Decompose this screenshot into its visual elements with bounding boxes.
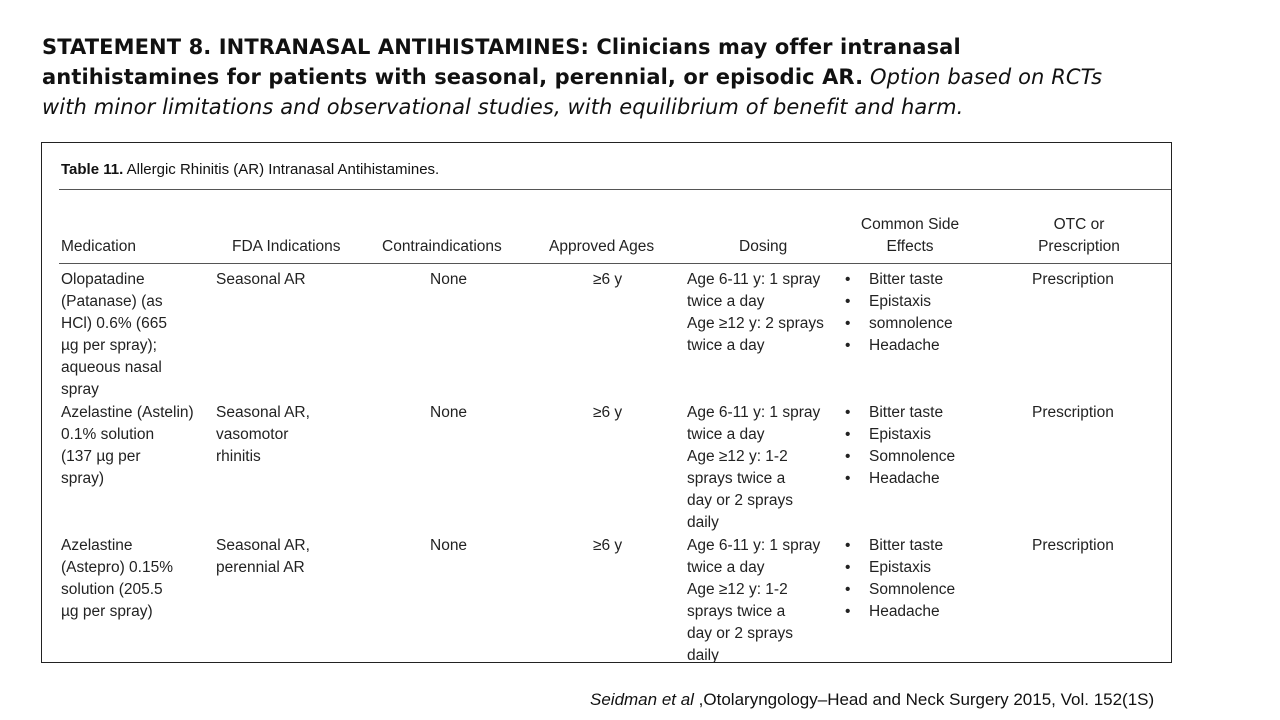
- row-2-fda-line: rhinitis: [216, 448, 261, 465]
- header-otc-line-1: OTC or: [1053, 216, 1105, 233]
- row-1-fda-line: Seasonal AR: [216, 271, 306, 288]
- row-2-dosing-line: Age 6-11 y: 1 spray: [687, 404, 821, 421]
- header-fda-label: FDA Indications: [232, 238, 341, 255]
- row-2-side-effects: [845, 402, 955, 490]
- row-3-otc-or-prescription: Prescription: [1032, 537, 1114, 554]
- table-caption-label: Table 11.: [61, 161, 124, 178]
- side-effect-item: [845, 291, 953, 313]
- side-effect-item: [845, 468, 955, 490]
- row-3-medication-line: (Astepro) 0.15%: [61, 559, 173, 576]
- bullet-dot: •: [845, 404, 851, 421]
- bullet-dot: •: [845, 581, 851, 598]
- row-1-fda-indications: [216, 269, 372, 291]
- row-2-medication-line: Azelastine (Astelin): [61, 404, 194, 421]
- row-1-medication-line: spray: [61, 381, 99, 398]
- bullet-dot: •: [845, 537, 851, 554]
- side-effect-item: [845, 601, 955, 623]
- side-effect-label: Headache: [869, 603, 940, 620]
- side-effect-label: Epistaxis: [869, 559, 932, 576]
- bullet-dot: •: [845, 448, 851, 465]
- table-top-rule: [59, 189, 1172, 190]
- bullet-dot: •: [845, 293, 851, 310]
- table-caption: [61, 160, 439, 180]
- row-2-contraindications: None: [430, 404, 468, 421]
- citation: [590, 688, 1154, 712]
- table-caption-text: Allergic Rhinitis (AR) Intranasal Antihistamines.: [123, 161, 440, 178]
- row-3-medication-line: solution (205.5: [61, 581, 163, 598]
- side-effect-label: Bitter taste: [869, 271, 944, 288]
- header-approved-ages: [549, 210, 654, 258]
- bullet-dot: •: [845, 603, 851, 620]
- row-3-dosing-line: sprays twice a: [687, 603, 786, 620]
- side-effect-item: [845, 535, 955, 557]
- row-2-approved-ages: ≥6 y: [593, 404, 623, 421]
- header-medication-label: Medication: [61, 238, 136, 255]
- row-3-approved-ages: ≥6 y: [593, 537, 623, 554]
- row-1-dosing-line: twice a day: [687, 337, 765, 354]
- row-3-fda-line: perennial AR: [216, 559, 305, 576]
- side-effect-item: [845, 424, 955, 446]
- row-1-approved-ages: ≥6 y: [593, 271, 623, 288]
- header-dosing-label: Dosing: [739, 238, 788, 255]
- bullet-dot: •: [845, 426, 851, 443]
- row-1-otc-or-prescription: Prescription: [1032, 271, 1114, 288]
- row-3-fda-indications: [216, 535, 372, 579]
- citation-source: ,Otolaryngology–Head and Neck Surgery 2015, Vol. 152(1S): [693, 690, 1155, 709]
- row-3-medication-line: µg per spray): [61, 603, 153, 620]
- side-effect-label: Epistaxis: [869, 293, 932, 310]
- row-1-medication-line: µg per spray);: [61, 337, 157, 354]
- bullet-dot: •: [845, 470, 851, 487]
- bullet-dot: •: [845, 337, 851, 354]
- header-common-side-effects: [860, 210, 960, 258]
- bullet-dot: •: [845, 559, 851, 576]
- side-effect-item: [845, 557, 955, 579]
- row-3-medication: [61, 535, 237, 623]
- row-2-fda-line: Seasonal AR,: [216, 404, 310, 421]
- statement-line-2: [42, 62, 1242, 92]
- bullet-dot: •: [845, 271, 851, 288]
- row-1-contraindications: None: [430, 271, 468, 288]
- row-2-medication: [61, 402, 237, 490]
- row-2-medication-line: 0.1% solution: [61, 426, 155, 443]
- header-contra-label: Contraindications: [382, 238, 502, 255]
- citation-authors: Seidman et al: [590, 690, 694, 709]
- row-1-dosing-line: Age ≥12 y: 2 sprays: [687, 315, 824, 332]
- statement-option-2: Option based on RCTs: [863, 65, 1103, 89]
- header-side-effects-line-1: Common Side: [860, 216, 960, 233]
- row-2-fda-line: vasomotor: [216, 426, 289, 443]
- row-3-fda-line: Seasonal AR,: [216, 537, 310, 554]
- header-side-effects-line-2: Effects: [886, 238, 934, 255]
- medication-table: [41, 142, 1172, 663]
- row-1-medication-line: aqueous nasal: [61, 359, 162, 376]
- side-effect-label: Headache: [869, 337, 940, 354]
- side-effect-label: Epistaxis: [869, 426, 932, 443]
- header-dosing: [739, 210, 787, 258]
- statement-lead-1: STATEMENT 8. INTRANASAL ANTIHISTAMINES: Clinicians may offer intranasal: [42, 35, 961, 59]
- side-effect-label: Somnolence: [869, 448, 956, 465]
- row-2-dosing-line: daily: [687, 514, 719, 531]
- row-3-dosing-line: daily: [687, 647, 719, 663]
- statement-lead-2: antihistamines for patients with seasonal, perennial, or episodic AR.: [42, 65, 864, 89]
- side-effect-item: [845, 446, 955, 468]
- row-2-otc-or-prescription: Prescription: [1032, 404, 1114, 421]
- side-effect-label: Somnolence: [869, 581, 956, 598]
- side-effect-label: Bitter taste: [869, 404, 944, 421]
- row-3-dosing-line: twice a day: [687, 559, 765, 576]
- statement-line-3: [42, 92, 1242, 122]
- row-3-dosing-line: day or 2 sprays: [687, 625, 793, 642]
- header-ages-label: Approved Ages: [549, 238, 655, 255]
- header-fda-indications: [232, 210, 341, 258]
- header-otc-or-prescription: [1029, 210, 1129, 258]
- row-1-dosing-line: twice a day: [687, 293, 765, 310]
- side-effect-label: Headache: [869, 470, 940, 487]
- row-3-contraindications: None: [430, 537, 468, 554]
- row-3-dosing-line: Age ≥12 y: 1-2: [687, 581, 788, 598]
- row-2-dosing-line: twice a day: [687, 426, 765, 443]
- row-2-dosing-line: day or 2 sprays: [687, 492, 793, 509]
- row-2-medication-line: (137 µg per: [61, 448, 141, 465]
- row-1-medication: [61, 269, 237, 401]
- side-effect-label: Bitter taste: [869, 537, 944, 554]
- row-2-dosing-line: Age ≥12 y: 1-2: [687, 448, 788, 465]
- row-3-dosing-line: Age 6-11 y: 1 spray: [687, 537, 821, 554]
- row-3-medication-line: Azelastine: [61, 537, 133, 554]
- row-1-dosing-line: Age 6-11 y: 1 spray: [687, 271, 821, 288]
- statement-option-3: with minor limitations and observational studies, with equilibrium of benefit and harm.: [42, 95, 964, 119]
- row-1-medication-line: (Patanase) (as: [61, 293, 163, 310]
- statement-line-1: [42, 32, 1242, 62]
- row-2-dosing-line: sprays twice a: [687, 470, 786, 487]
- side-effect-item: [845, 579, 955, 601]
- side-effect-item: [845, 335, 953, 357]
- table-header-rule: [59, 263, 1172, 264]
- row-3-side-effects: [845, 535, 955, 623]
- side-effect-label: somnolence: [869, 315, 953, 332]
- side-effect-item: [845, 269, 953, 291]
- header-medication: [61, 210, 136, 258]
- bullet-dot: •: [845, 315, 851, 332]
- side-effect-item: [845, 402, 955, 424]
- row-2-fda-indications: [216, 402, 372, 468]
- row-2-medication-line: spray): [61, 470, 105, 487]
- row-1-medication-line: Olopatadine: [61, 271, 145, 288]
- side-effect-item: [845, 313, 953, 335]
- header-otc-line-2: Prescription: [1038, 238, 1120, 255]
- row-1-side-effects: [845, 269, 953, 357]
- statement-heading: [42, 32, 1242, 122]
- header-contraindications: [382, 210, 502, 258]
- row-1-medication-line: HCl) 0.6% (665: [61, 315, 167, 332]
